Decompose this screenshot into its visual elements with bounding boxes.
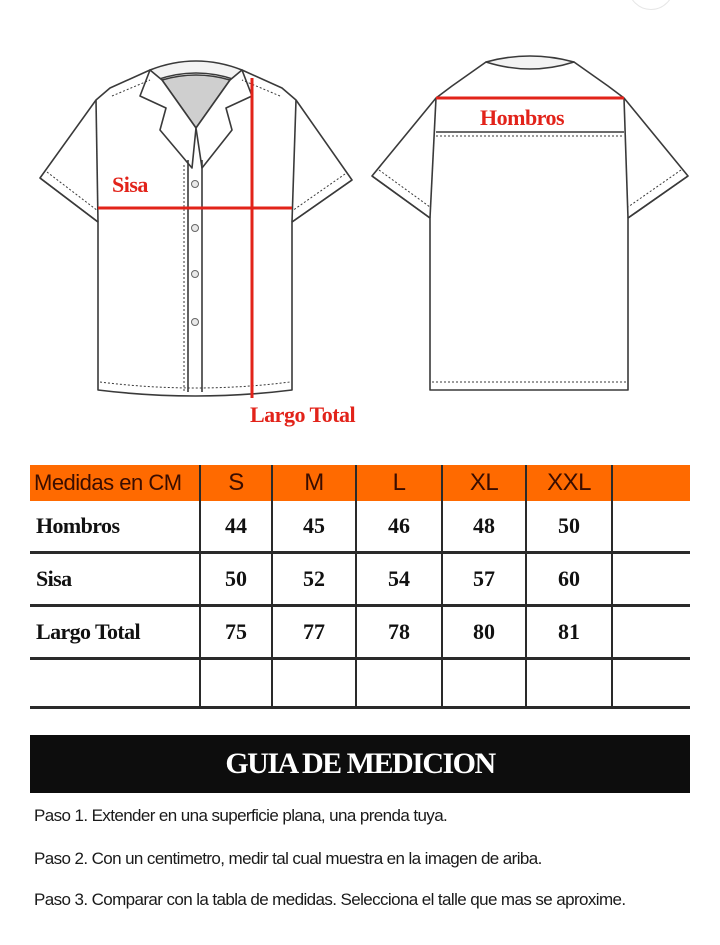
table-header-row <box>30 465 690 501</box>
cell-value <box>272 659 356 708</box>
cell-value: 46 <box>356 501 442 553</box>
step-3-text: Paso 3. Comparar con la tabla de medidas. Selecciona el talle que mas se aproxime. <box>34 890 626 909</box>
header-medidas: Medidas en CM <box>30 465 200 501</box>
header-size-m: M <box>272 465 356 501</box>
cell-value: 75 <box>200 606 272 659</box>
cell-value <box>612 606 690 659</box>
cell-value: 78 <box>356 606 442 659</box>
cell-value <box>356 659 442 708</box>
guide-title-banner: GUIA DE MEDICION <box>30 735 690 793</box>
cell-value: 81 <box>526 606 612 659</box>
cell-value: 60 <box>526 553 612 606</box>
cell-value: 45 <box>272 501 356 553</box>
cell-value <box>200 659 272 708</box>
cell-value: 44 <box>200 501 272 553</box>
label-sisa: Sisa <box>112 172 148 197</box>
label-hombros: Hombros <box>480 105 565 130</box>
cell-value: 77 <box>272 606 356 659</box>
row-label: Sisa <box>30 553 200 606</box>
table-row <box>30 553 690 606</box>
measurement-diagram <box>0 0 720 450</box>
cell-value <box>612 501 690 553</box>
table-row <box>30 606 690 659</box>
cell-value: 50 <box>526 501 612 553</box>
step-1-text: Paso 1. Extender en una superficie plana, una prenda tuya. <box>34 806 448 825</box>
cell-value <box>442 659 526 708</box>
header-size-xl: XL <box>442 465 526 501</box>
row-label: Hombros <box>30 501 200 553</box>
cell-value: 54 <box>356 553 442 606</box>
label-largo-total: Largo Total <box>250 402 356 427</box>
cell-value <box>612 553 690 606</box>
cell-value: 57 <box>442 553 526 606</box>
table-row <box>30 659 690 708</box>
cell-value: 80 <box>442 606 526 659</box>
size-table <box>30 465 690 709</box>
cell-value: 50 <box>200 553 272 606</box>
header-size-l: L <box>356 465 442 501</box>
cell-value: 52 <box>272 553 356 606</box>
header-size-s: S <box>200 465 272 501</box>
step-2-text: Paso 2. Con un centimetro, medir tal cual muestra en la imagen de ariba. <box>34 849 542 868</box>
cell-value: 48 <box>442 501 526 553</box>
header-size-xxl: XXL <box>526 465 612 501</box>
cell-value <box>612 659 690 708</box>
row-label <box>30 659 200 708</box>
header-empty <box>612 465 690 501</box>
table-row <box>30 501 690 553</box>
cell-value <box>526 659 612 708</box>
row-label: Largo Total <box>30 606 200 659</box>
